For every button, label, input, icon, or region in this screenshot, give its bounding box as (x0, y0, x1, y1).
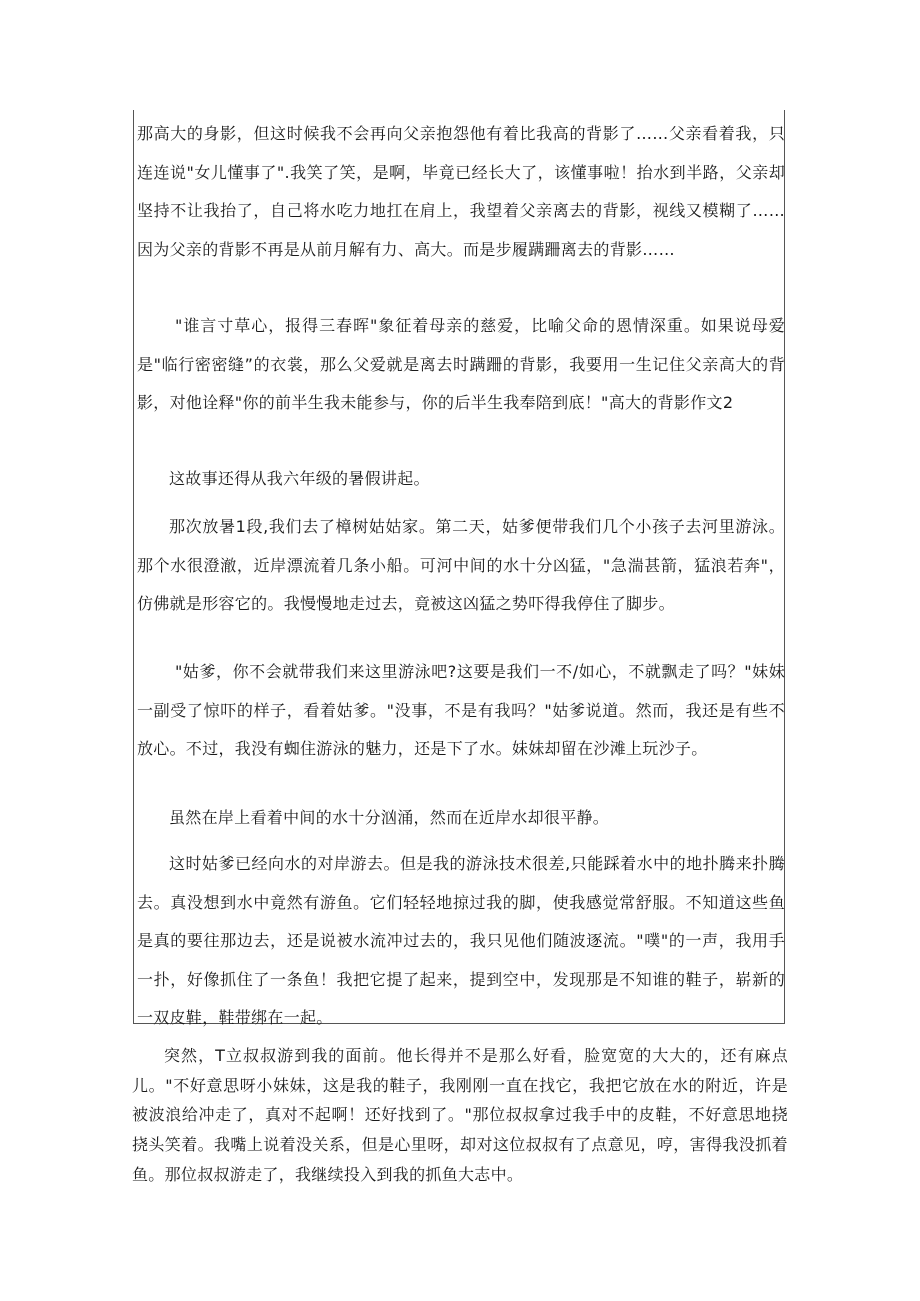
paragraph-4: 那次放暑1段,我们去了樟树姑姑家。第二天，姑爹便带我们几个小孩子去河里游泳。那个水很澄澈，近岸漂流着几条小船。可河中间的水十分凶猛，"急湍甚箭，猛浪若奔"，仿佛就是形容它的。我慢慢地走过去，竟被这凶猛之势吓得我停住了脚步。 (137, 517, 785, 613)
paragraph-3: 这故事还得从我六年级的暑假讲起。 (169, 469, 430, 488)
paragraph-6: 虽然在岸上看着中间的水十分汹涌，然而在近岸水却很平静。 (169, 808, 610, 827)
paragraph-2: "谁言寸草心，报得三春晖"象征着母亲的慈爱，比喻父命的恩情深重。如果说母爱是"临行密密缝”的衣裳，那么父爱就是离去时蹒跚的背影，我要用一生记住父亲高大的背影，对他诠释"你的前半生我未能参与，你的后半生我奉陪到底！"高大的背影作文2 (137, 316, 785, 412)
paragraph-5: "姑爹，你不会就带我们来这里游泳吧?这要是我们一不/如心，不就飘走了吗？"妹妹一副受了惊吓的样子，看着姑爹。"没事，不是有我吗？"姑爹说道。然而，我还是有些不放心。不过，我没有蜘住游泳的魅力，还是下了水。妹妹却留在沙滩上玩沙子。 (137, 662, 785, 758)
paragraph-7: 这时姑爹已经向水的对岸游去。但是我的游泳技术很差,只能踩着水中的地扑腾来扑腾去。真没想到水中竟然有游鱼。它们轻轻地掠过我的脚，使我感觉常舒服。不知道这些鱼是真的要往那边去，还是说被水流冲过去的，我只见他们随波逐流。"噗"的一声，我用手一扑，好像抓住了一条鱼！我把它提了起来，提到空中，发现那是不知谁的鞋子，崭新的一双皮鞋，鞋带绑在一起。 (137, 854, 785, 1027)
paragraph-8: 突然，T立叔叔游到我的面前。他长得并不是那么好看，脸宽宽的大大的，还有麻点儿。"不好意思呀小妹妹，这是我的鞋子，我刚刚一直在找它，我把它放在水的附近，许是被波浪给冲走了，真对不起啊！还好找到了。"那位叔叔拿过我手中的皮鞋，不好意思地挠挠头笑着。我嘴上说着没关系，但是心里呀，却对这位叔叔有了点意见，哼，害得我没抓着鱼。那位叔叔游走了，我继续投入到我的抓鱼大志中。 (132, 1046, 788, 1184)
paragraph-1: 那高大的身影，但这时候我不会再向父亲抱怨他有着比我高的背影了……父亲看着我，只连连说"女儿懂事了".我笑了笑，是啊，毕竟已经长大了，该懂事啦！抬水到半路，父亲却坚持不让我抬了，自己将水吃力地扛在肩上，我望着父亲离去的背影，视线又模糊了……因为父亲的背影不再是从前月解有力、高大。而是步履蹒跚离去的背影…… (137, 124, 785, 259)
